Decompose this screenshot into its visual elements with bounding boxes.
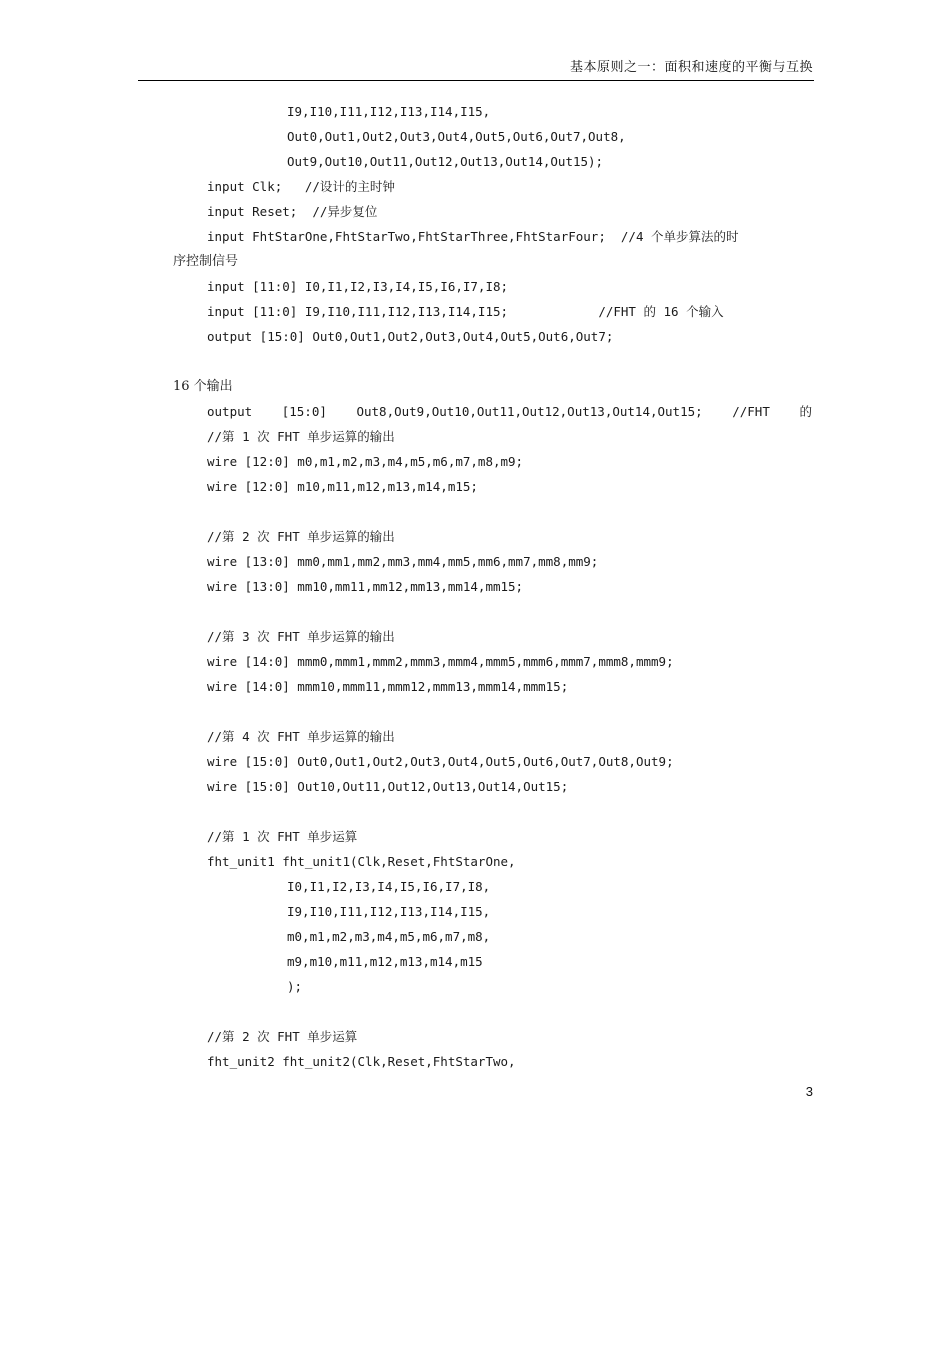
code-token: Out8,Out9,Out10,Out11,Out12,Out13,Out14,Out15; [356, 404, 703, 419]
code-comment: //第 3 次 FHT 单步运算的输出 [207, 629, 395, 644]
code-token: output [207, 404, 253, 419]
code-comment: //第 4 次 FHT 单步运算的输出 [207, 729, 395, 744]
code-line: input FhtStarOne,FhtStarTwo,FhtStarThree,FhtStarFour; //4 个单步算法的时 [207, 229, 739, 244]
blank-line [0, 699, 952, 724]
code-line: fht_unit2 fht_unit2(Clk,Reset,FhtStarTwo, [207, 1054, 516, 1069]
code-comment: //第 1 次 FHT 单步运算 [207, 829, 358, 844]
code-line: wire [14:0] mmm10,mmm11,mmm12,mmm13,mmm14,mmm15; [207, 679, 569, 694]
blank-line [0, 599, 952, 624]
page-number: 3 [805, 1084, 813, 1099]
code-token: 的 [799, 404, 812, 419]
code-line: input [11:0] I9,I10,I11,I12,I13,I14,I15; //FHT 的 16 个输入 [207, 304, 724, 319]
code-line: output [15:0] Out0,Out1,Out2,Out3,Out4,Out5,Out6,Out7; [207, 329, 614, 344]
code-line: wire [15:0] Out10,Out11,Out12,Out13,Out14,Out15; [207, 779, 569, 794]
code-line: wire [14:0] mmm0,mmm1,mmm2,mmm3,mmm4,mmm5,mmm6,mmm7,mmm8,mmm9; [207, 654, 674, 669]
code-line: Out0,Out1,Out2,Out3,Out4,Out5,Out6,Out7,Out8, [287, 129, 626, 144]
code-line: wire [12:0] m0,m1,m2,m3,m4,m5,m6,m7,m8,m9; [207, 454, 524, 469]
code-line: I0,I1,I2,I3,I4,I5,I6,I7,I8, [287, 879, 491, 894]
code-comment: //第 2 次 FHT 单步运算的输出 [207, 529, 395, 544]
code-line: wire [13:0] mm0,mm1,mm2,mm3,mm4,mm5,mm6,mm7,mm8,mm9; [207, 554, 599, 569]
code-line: fht_unit1 fht_unit1(Clk,Reset,FhtStarOne, [207, 854, 516, 869]
code-line-continuation: 序控制信号 [173, 254, 239, 269]
code-line: I9,I10,I11,I12,I13,I14,I15, [287, 104, 491, 119]
code-line: ); [287, 979, 303, 994]
code-token: //FHT [732, 404, 770, 419]
code-comment: //第 1 次 FHT 单步运算的输出 [207, 429, 395, 444]
blank-line [0, 799, 952, 824]
blank-line [0, 999, 952, 1024]
code-line: input [11:0] I0,I1,I2,I3,I4,I5,I6,I7,I8; [207, 279, 509, 294]
code-token: [15:0] [281, 404, 327, 419]
code-comment: //第 2 次 FHT 单步运算 [207, 1029, 358, 1044]
code-listing [0, 99, 952, 1074]
header-rule [138, 80, 814, 81]
code-line: wire [12:0] m10,m11,m12,m13,m14,m15; [207, 479, 478, 494]
code-line: Out9,Out10,Out11,Out12,Out13,Out14,Out15); [287, 154, 604, 169]
blank-line [0, 499, 952, 524]
code-line-continuation: 16 个输出 [173, 379, 233, 394]
code-line: wire [15:0] Out0,Out1,Out2,Out3,Out4,Out5,Out6,Out7,Out8,Out9; [207, 754, 674, 769]
code-line: m9,m10,m11,m12,m13,m14,m15 [287, 954, 483, 969]
code-line: m0,m1,m2,m3,m4,m5,m6,m7,m8, [287, 929, 491, 944]
code-line: I9,I10,I11,I12,I13,I14,I15, [287, 904, 491, 919]
code-line: input Reset; //异步复位 [207, 204, 378, 219]
code-line: wire [13:0] mm10,mm11,mm12,mm13,mm14,mm15; [207, 579, 524, 594]
running-header: 基本原则之一：面积和速度的平衡与互换 [569, 60, 813, 75]
code-line: input Clk; //设计的主时钟 [207, 179, 395, 194]
